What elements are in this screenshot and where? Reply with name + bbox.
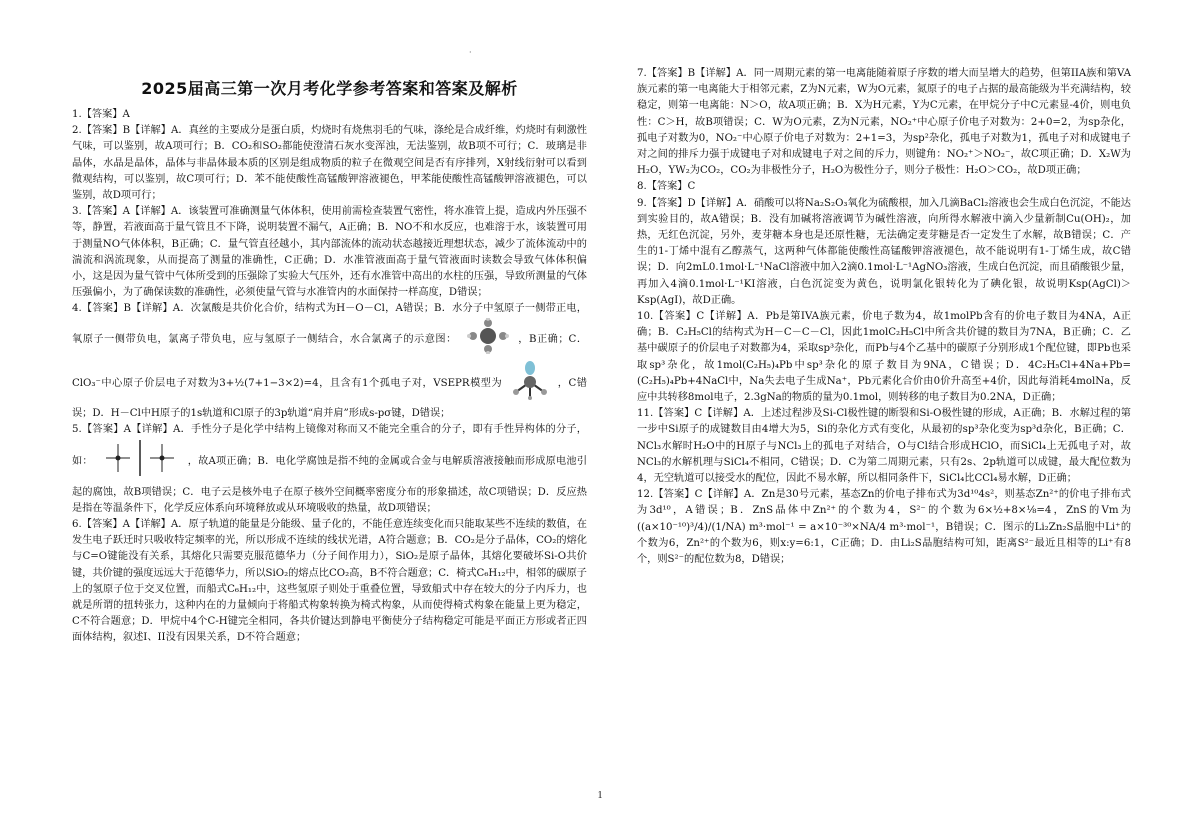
answer-item-12: 12.【答案】C【详解】A．Zn是30号元素，基态Zn的价电子排布式为3d¹⁰4s²，则基态Zn²⁺的价电子排布式为3d¹⁰，A错误；B．ZnS晶体中Zn²⁺的个数为4，S²⁻的个数为6×½+8×⅛=4，ZnS的Vm为((a×10⁻¹⁰)³/4)/(1/NA) m³·mol⁻¹ = a×10⁻³⁰×NA/4 m³·mol⁻¹，B错误；C．图示的Li₂Zn₂S晶胞中Li⁺的个数为6，Zn²⁺的个数为6，则x:y=6:1，C正确；D．由Li₂S晶胞结构可知，距离S²⁻最近且相等的Li⁺有8个，则S²⁻的配位数为8，D错误； xyxy=(637,489,1132,566)
page-dot: · xyxy=(469,48,472,57)
answer-item-4 xyxy=(72,301,587,422)
left-column xyxy=(72,66,587,647)
hydrated-chloride-figure xyxy=(465,318,511,360)
answer-item-3: 3.【答案】A【详解】A．该装置可准确测量气体体积，使用前需检查装置气密性，将水准管上提，造成内外压强不等，静置，若液面高于量气管且不下降，说明装置不漏气，A正确；B．NO不和水反应，也难溶于水，该装置可用于测量NO气体体积，B正确；C．量气管直径越小，其内部流体的流动状态越接近理想状态，减少了流体流动中的湍流和涡流现象，从而提高了测量的准确性，C正确；D．水准管液面高于量气管液面时读数会导致气体体积偏小，这是因为量气管中气体所受到的压强除了实验大气压外，还有水准管中高出的水柱的压强，导致所测量的气体压强偏小，为了确保读数的准确性，必须使量气管与水准管内的水面保持一样高度，D错误； xyxy=(72,206,587,299)
chiral-molecule-figure xyxy=(100,438,180,484)
answer-item-4-part-a: 4.【答案】B【详解】A．次氯酸是共价化合价，结构式为H－O－Cl，A错误；B．水分子中氢原子一侧带正电，氧原子一侧带负电，氯离子带负电，应与氢原子一侧结合，水合氯离子的示意图： xyxy=(72,303,587,345)
answer-item-5-part-b: ，故A项正确；B．电化学腐蚀是指不纯的金属或合金与电解质溶液接触而形成原电池引起的腐蚀，故B项错误；C．电子云是核外电子在原子核外空间概率密度分布的形象描述，故C项错误；D．反应热是指在等温条件下，化学反应体系向环境释放或从环境吸收的热量，故D项错误； xyxy=(72,456,588,514)
answer-item-1: 1.【答案】A xyxy=(72,109,130,120)
answer-item-5 xyxy=(72,422,587,517)
answer-item-6: 6.【答案】A【详解】A．原子轨道的能量是分能级、量子化的，不能任意连续变化而只能取某些不连续的数值，在发生电子跃迁时只吸收特定频率的光，所以形成不连续的线状光谱，A符合题意；B．CO₂是分子晶体，CO₂的熔化与C=O键能没有关系，其熔化只需要克服范德华力（分子间作用力），SiO₂是原子晶体，其熔化要破坏Si-O共价键，共价键的强度远远大于范德华力，所以SiO₂的熔点比CO₂高，B不符合题意；C．椅式C₆H₁₂中，相邻的碳原子上的氢原子位于交叉位置，而船式C₆H₁₂中，这些氢原子则处于重叠位置，导致船式中存在较大的分子内斥力，也就是所谓的扭转张力，这种内在的力量倾向于将船式构象转换为椅式构象，从而使得椅式构象在能量上更为稳定，C不符合题意；D．甲烷中4个C-H键完全相同，各共价键达到静电平衡使分子结构稳定可能是平面正方形或者正四面体结构，叙述I、II没有因果关系，D不符合题意； xyxy=(72,519,587,644)
page-title: 2025届高三第一次月考化学参考答案和答案及解析 xyxy=(141,79,518,98)
answer-item-7: 7.【答案】B【详解】A．同一周期元素的第一电离能随着原子序数的增大而呈增大的趋势，但第IIA族和第VA族元素的第一电离能大于相邻元素，Z为N元素，W为O元素，氮原子的电子占据的最高能级为半充满结构，较稳定，则第一电离能：N＞O，故A项正确；B．X为H元素，Y为C元素，在甲烷分子中C元素显-4价，则电负性：C＞H，故B项错误；C．W为O元素，Z为N元素，NO₂⁺中心原子价电子对数为：2+0=2，为sp杂化，孤电子对数为0，NO₂⁻中心原子价电子对数为：2+1=3，为sp²杂化，孤电子对数为1，孤电子对和成键电子对之间的排斥力强于成键电子对和成键电子对之间的斥力，则键角：NO₂⁺＞NO₂⁻，故C项正确；D．X₂W为H₂O，YW₂为CO₂，CO₂为非极性分子，H₂O为极性分子，则分子极性：H₂O＞CO₂，故D项正确； xyxy=(637,68,1131,177)
answer-item-4-part-b: ，B正确；C．ClO₃⁻中心原子价层电子对数为3+½(7+1−3×2)=4，且含有1个孤电子对，VSEPR模型为 xyxy=(72,333,588,389)
answer-item-8: 8.【答案】C xyxy=(637,181,696,193)
answer-item-10: 10.【答案】C【详解】A．Pb是第IVA族元素，价电子数为4，故1molPb含有的价电子数目为4NA，A正确；B．C₂H₅Cl的结构式为H－C－C－Cl，因此1molC₂H₅Cl中所含共价键的数目为7NA，B正确；C．乙基中碳原子的价层电子对数都为4，采取sp³杂化，而Pb与4个乙基中的碳原子分别形成1个配位键，即Pb也采取sp³杂化，故1mol(C₂H₅)₄Pb中sp³杂化的原子数目为9NA，C错误；D．4C₂H₅Cl+4Na+Pb=(C₂H₅)₄Pb+4NaCl中，Na失去电子生成Na⁺，Pb元素化合价由0价升高至+4价，因此每消耗4molNa，反应中共转移8mol电子，2.3gNa的物质的量为0.1mol，则转移的电子数目为0.2NA，D正确； xyxy=(637,311,1131,404)
right-column xyxy=(637,66,1131,568)
answer-item-11: 11.【答案】C【详解】A．上述过程涉及Si-Cl极性键的断裂和Si-O极性键的形成，A正确；B．水解过程的第一步中Si原子的成键数目由4增大为5，Si的杂化方式有变化，从最初的sp³杂化变为sp³d杂化，B正确；C．NCl₃水解时H₂O中的H原子与NCl₃上的孤电子对结合，O与Cl结合形成HClO，而SiCl₄上无孤电子对，故NCl₃的水解机理与SiCl₄不相同，C错误；D．C为第二周期元素，只有2s、2p轨道可以成键，最大配位数为4，无空轨道可以接受水的配位，因此不易水解，所以相同条件下，SiCl₄比CCl₄易水解，D正确； xyxy=(637,408,1131,485)
page-number: 1 xyxy=(597,790,603,801)
vsepr-model-figure xyxy=(510,360,550,406)
answer-item-5-part-a: 5.【答案】A【详解】A．手性分子是化学中结构上镜像对称而又不能完全重合的分子，即有手性异构体的分子，如： xyxy=(72,424,587,468)
answer-item-2: 2.【答案】B【详解】A．真丝的主要成分是蛋白质，灼烧时有烧焦羽毛的气味，涤纶是合成纤维，灼烧时有刺激性气味，可以鉴别，故A项可行；B．CO₂和SO₂都能使澄清石灰水变浑浊，无法鉴别，故B项不可行；C．玻璃是非晶体，水晶是晶体，晶体与非晶体最本质的区别是组成物质的粒子在微观空间是否有序排列，X射线衍射可以看到微观结构，可以鉴别，故C项可行；D．苯不能使酸性高锰酸钾溶液褪色，甲苯能使酸性高锰酸钾溶液褪色，可以鉴别，故D项可行； xyxy=(72,125,587,202)
answer-item-4-part-c: ，C错误；D．H－Cl中H原子的1s轨道和Cl原子的3p轨道“肩并肩”形成s-pσ键，D错误； xyxy=(72,377,587,420)
answer-item-9: 9.【答案】D【详解】A．硝酸可以将Na₂S₂O₃氧化为硫酸根，加入几滴BaCl₂溶液也会生成白色沉淀，不能达到实验目的，故A错误；B．没有加碱将溶液调节为碱性溶液，向所得水解液中滴入少量新制Cu(OH)₂，加热，无红色沉淀，另外，麦芽糖本身也是还原性糖，无法确定麦芽糖是否一定发生了水解，故B错误；C．产生的1-丁烯中混有乙醇蒸气，这两种气体都能使酸性高锰酸钾溶液褪色，故不能说明有1-丁烯生成，故C错误；D．向2mL0.1mol·L⁻¹NaCl溶液中加入2滴0.1mol·L⁻¹AgNO₃溶液，生成白色沉淀，而且硝酸银少量，再加入4滴0.1mol·L⁻¹KI溶液，白色沉淀变为黄色，说明氯化银转化为了碘化银，故说明Ksp(AgCl)＞Ksp(AgI)，故D正确。 xyxy=(637,197,1131,306)
